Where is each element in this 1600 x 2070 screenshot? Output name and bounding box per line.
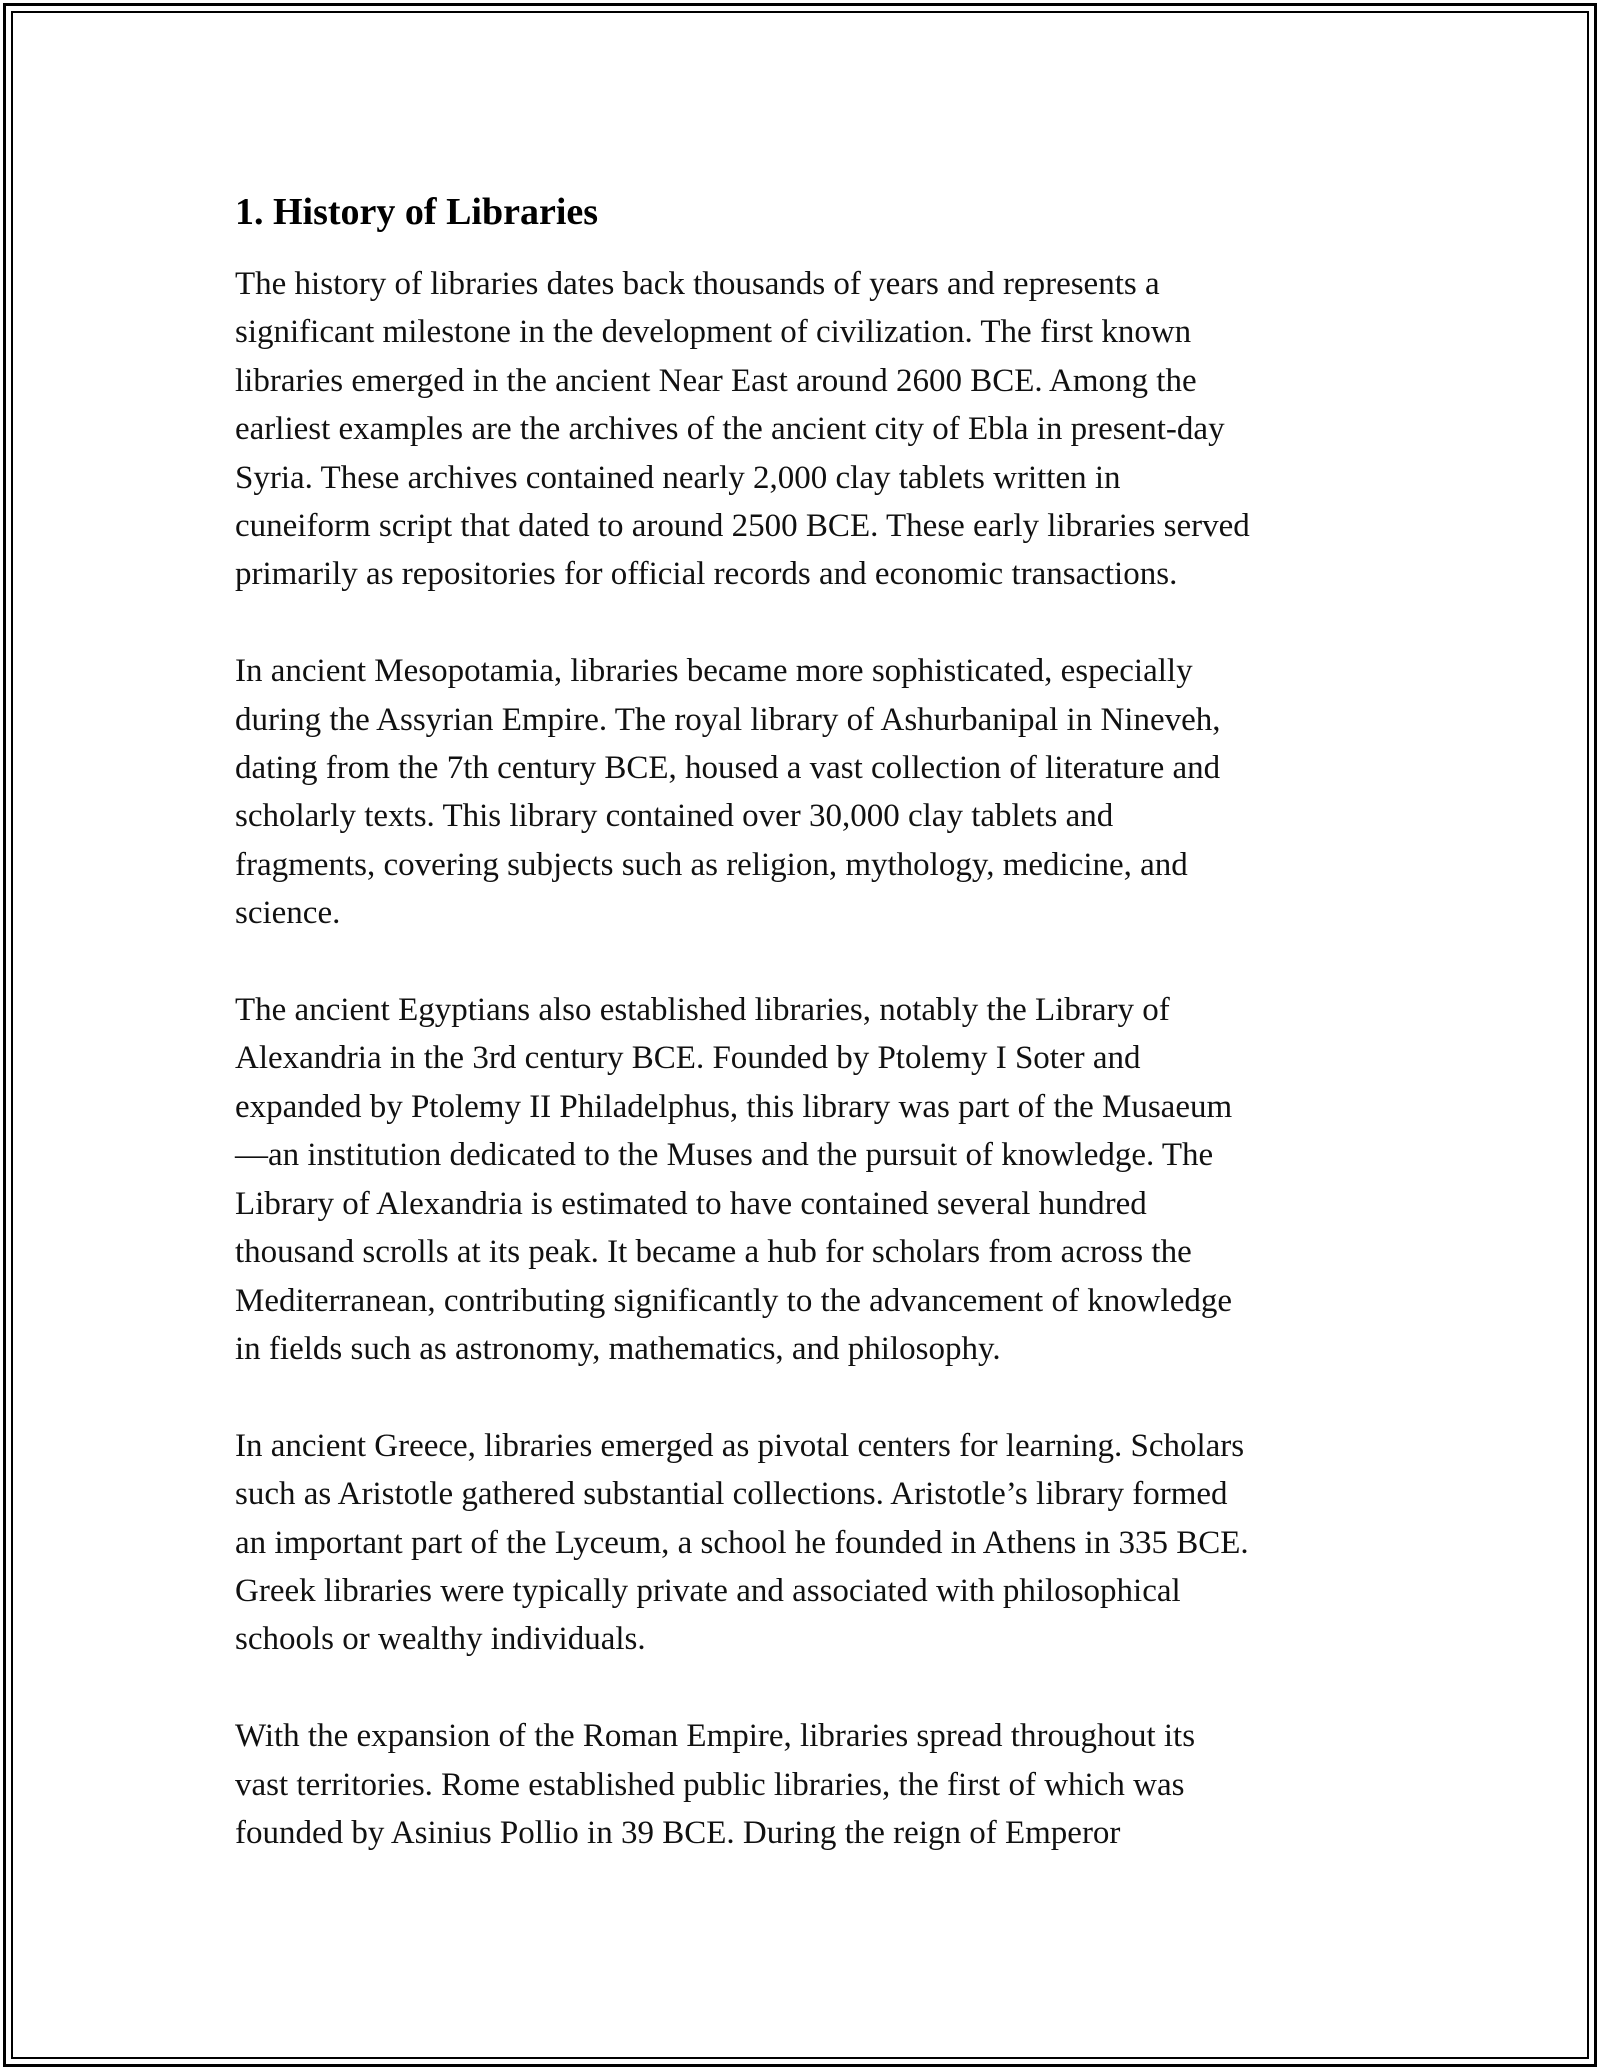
document-body: [235, 186, 1375, 1857]
paragraph-mesopotamia: In ancient Mesopotamia, libraries became more sophisticated, especially during the Assyrian Empire. The royal library of Ashurbanipal in Nineveh, dating from the 7th century BCE, housed a vast collection of literature and scholarly texts. This library contained over 30,000 clay tablets and fragments, covering subjects such as religion, mythology, medicine, and science.: [235, 653, 1221, 932]
paragraph-rome: With the expansion of the Roman Empire, libraries spread throughout its vast territories. Rome established public libraries, the first of which was founded by Asinius Pollio in 39 BCE. During the reign of Emperor: [235, 1718, 1196, 1851]
paragraph-egypt: The ancient Egyptians also established libraries, notably the Library of Alexandria in the 3rd century BCE. Founded by Ptolemy I Soter and expanded by Ptolemy II Philadelphus, this library was part of the Musaeum —an institution dedicated to the Muses and the pursuit of knowledge. The Library of Alexandria is estimated to have contained several hundred thousand scrolls at its peak. It became a hub for scholars from across the Mediterranean, contributing significantly to the advancement of knowledge in fields such as astronomy, mathematics, and philosophy.: [235, 992, 1233, 1367]
paragraph-greece: In ancient Greece, libraries emerged as pivotal centers for learning. Scholars such as Aristotle gathered substantial collections. Aristotle’s library formed an important part of the Lyceum, a school he founded in Athens in 335 BCE. Greek libraries were typically private and associated with philosophical schools or wealthy individuals.: [235, 1427, 1249, 1658]
section-title: 1. History of Libraries: [235, 191, 599, 233]
paragraph-early-libraries: The history of libraries dates back thousands of years and represents a significant milestone in the development of civilization. The first known libraries emerged in the ancient Near East around 2600 BCE. Among the earliest examples are the archives of the ancient city of Ebla in present-day Syria. These archives contained nearly 2,000 clay tablets written in cuneiform script that dated to around 2500 BCE. These early libraries served primarily as repositories for official records and economic transactions.: [235, 266, 1250, 593]
